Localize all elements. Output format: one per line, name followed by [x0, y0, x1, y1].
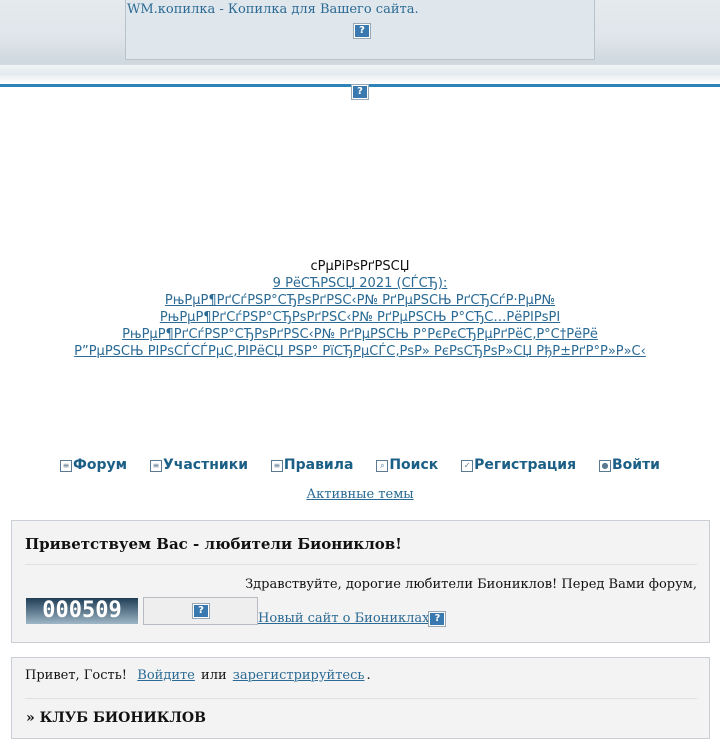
nav-label: Участники: [162, 457, 249, 473]
help-icon[interactable]: ?: [352, 85, 368, 99]
ad-link-date[interactable]: 9 РёСЋРЅСЏ 2021 (СЃСЂ):: [272, 276, 448, 291]
list-icon: ≡: [60, 460, 72, 472]
active-topics: [0, 487, 720, 502]
guest-greeting: [25, 668, 371, 683]
list-icon: ≡: [150, 460, 162, 472]
image-placeholder: [143, 597, 258, 625]
nav-rules[interactable]: [271, 457, 354, 473]
active-topics-link[interactable]: Активные темы: [306, 487, 414, 502]
ad-links-title: сРµРіРѕРґРЅСЏ: [310, 259, 410, 274]
ad-links-block: [0, 258, 720, 360]
register-link[interactable]: зарегистрируйтесь: [232, 668, 365, 683]
help-icon[interactable]: ?: [354, 24, 370, 38]
divider: [25, 564, 697, 565]
nav-forum[interactable]: [60, 457, 127, 473]
login-link[interactable]: Войдите: [137, 668, 195, 683]
list-icon: ≡: [271, 460, 283, 472]
login-icon: ●: [599, 460, 611, 472]
section-title: » КЛУБ БИОНИКЛОВ: [26, 710, 206, 726]
nav-members[interactable]: [150, 457, 248, 473]
nav-register[interactable]: [461, 457, 576, 473]
nav-label: Форум: [72, 457, 128, 473]
welcome-text: Здравствуйте, дорогие любители Биониклов! Перед Вами форум,: [245, 577, 697, 592]
nav-label: Поиск: [389, 457, 439, 473]
new-site-link-label: Новый сайт о Биониклах: [258, 611, 430, 626]
welcome-panel: [11, 520, 710, 643]
help-icon: ?: [429, 612, 445, 626]
greeting-text: Привет, Гость!: [25, 668, 128, 683]
or-text: или: [201, 668, 227, 683]
period-text: .: [366, 668, 371, 683]
check-icon: ✓: [461, 460, 473, 472]
ad-link[interactable]: Р”РµРЅСЊ РІРѕСЃСЃРµС‚РІРёСЏ РЅР° РїСЂРµСЃС‚РѕР» РєРѕСЂРѕР»СЏ РђР±РґР°Р»Р»С‹: [74, 344, 646, 359]
ad-link[interactable]: РњРµР¶РґСѓРЅР°СЂРѕРґРЅС‹Р№ РґРµРЅСЊ Р°РєРєСЂРµРґРёС‚Р°С†РёРё: [122, 327, 598, 342]
search-icon: ⌕: [376, 460, 388, 472]
ad-banner: [125, 0, 595, 60]
visitor-counter: 000509: [26, 598, 138, 624]
help-icon: ?: [193, 604, 209, 618]
nav-label: Войти: [611, 457, 660, 473]
ad-link[interactable]: РњРµР¶РґСѓРЅР°СЂРѕРґРЅС‹Р№ РґРµРЅСЊ РґСЂСѓР·РµР№: [164, 293, 556, 308]
nav-search[interactable]: [376, 457, 438, 473]
nav-label: Правила: [283, 457, 354, 473]
header-stripe: [0, 65, 720, 75]
ad-link[interactable]: WM.копилка - Копилка для Вашего сайта.: [127, 2, 419, 17]
divider: [25, 698, 697, 699]
new-site-link[interactable]: [258, 611, 445, 626]
welcome-title: Приветствуем Вас - любители Биониклов!: [25, 535, 402, 553]
main-nav: [0, 457, 720, 473]
site-header: [0, 0, 720, 87]
ad-link[interactable]: РњРµР¶РґСѓРЅР°СЂРѕРґРЅС‹Р№ РґРµРЅСЊ Р°СЂС…РёРІРѕРІ: [159, 310, 561, 325]
nav-label: Регистрация: [474, 457, 577, 473]
guest-panel: [11, 657, 710, 739]
nav-login[interactable]: [599, 457, 660, 473]
